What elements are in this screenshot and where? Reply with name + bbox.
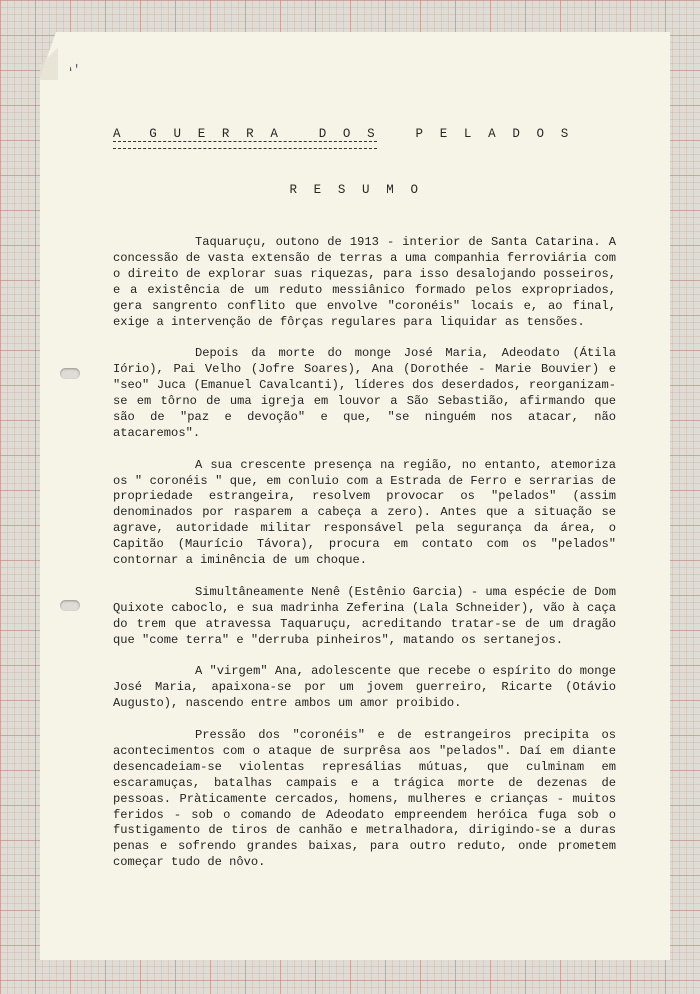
paragraph-3: A sua crescente presença na região, no entanto, atemoriza os " coronéis " que, em conluio com a Estrada de Ferro e serrarias de propriedade estrangeira, resolvem provocar os "pelados" (assim denominados por rasparem a cabeça a zero). Antes que a situação se agrave, autoridade militar responsável pela segurança da área, o Capitão (Maurício Távora), procura em contato com os "pelados" contornar a iminência de um choque.	[113, 457, 616, 568]
title-underline	[113, 141, 377, 149]
pen-mark-icon: ‘’	[65, 61, 85, 81]
paragraph-6: Pressão dos "coronéis" e de estrangeiros precipita os acontecimentos com o ataque de surprêsa aos "pelados". Daí em diante desencadeiam-se violentas represálias mútuas, que culminam em escaramuças, batalhas campais e a trágica morte de dezenas de pessoas. Pràticamente cercados, homens, mulheres e crianças - muitos feridos - sob o comando de Adeodato empreendem heróica fuga sob o fustigamento de tiros de canhão e metralhadora, dirigindo-se a duras penas e sofrendo grandes baixas, para outro reduto, onde prometem começar tudo de nôvo.	[113, 728, 616, 870]
paragraph-4: Simultâneamente Nenê (Estênio Garcia) - uma espécie de Dom Quixote caboclo, e sua madrinha Zeferina (Lala Schneider), vão à caça do trem que atravessa Taquaruçu, acreditando tratar-se de um dragão que "come terra" e "derruba pinheiros", matando os sertanejos.	[113, 584, 616, 647]
paragraph-1: Taquaruçu, outono de 1913 - interior de Santa Catarina. A concessão de vasta extensão de terras a uma companhia ferroviária com o direito de explorar suas riquezas, para isso desalojando posseiros, e a existência de um reduto messiânico formado pelos expropriados, gera sangrento conflito que envolve "coronéis" locais e, ao final, exige a intervenção de fôrças regulares para liquidar as tensões.	[113, 235, 616, 329]
folded-corner	[40, 32, 58, 80]
punch-hole	[60, 368, 80, 379]
document-subtitle: R E S U M O	[289, 183, 423, 197]
punch-hole	[60, 600, 80, 611]
paragraph-5: A "virgem" Ana, adolescente que recebe o espírito do monge José Maria, apaixona-se por um jovem guerreiro, Ricarte (Otávio Augusto), nascendo entre ambos um amor proibido.	[113, 664, 616, 711]
paragraph-2: Depois da morte do monge José Maria, Adeodato (Átila Iório), Pai Velho (Jofre Soares), Ana (Dorothée - Marie Bouvier) e "seo" Juca (Emanuel Cavalcanti), líderes dos deserdados, reorganizam-se em tôrno de uma igreja em louvor a São Sebastião, afirmando que são de "paz e devoção" e que, "se ninguém nos atacar, não atacaremos".	[113, 346, 616, 440]
document-body	[113, 235, 616, 887]
document-title: A G U E R R A D O S P E L A D O S	[113, 127, 573, 141]
